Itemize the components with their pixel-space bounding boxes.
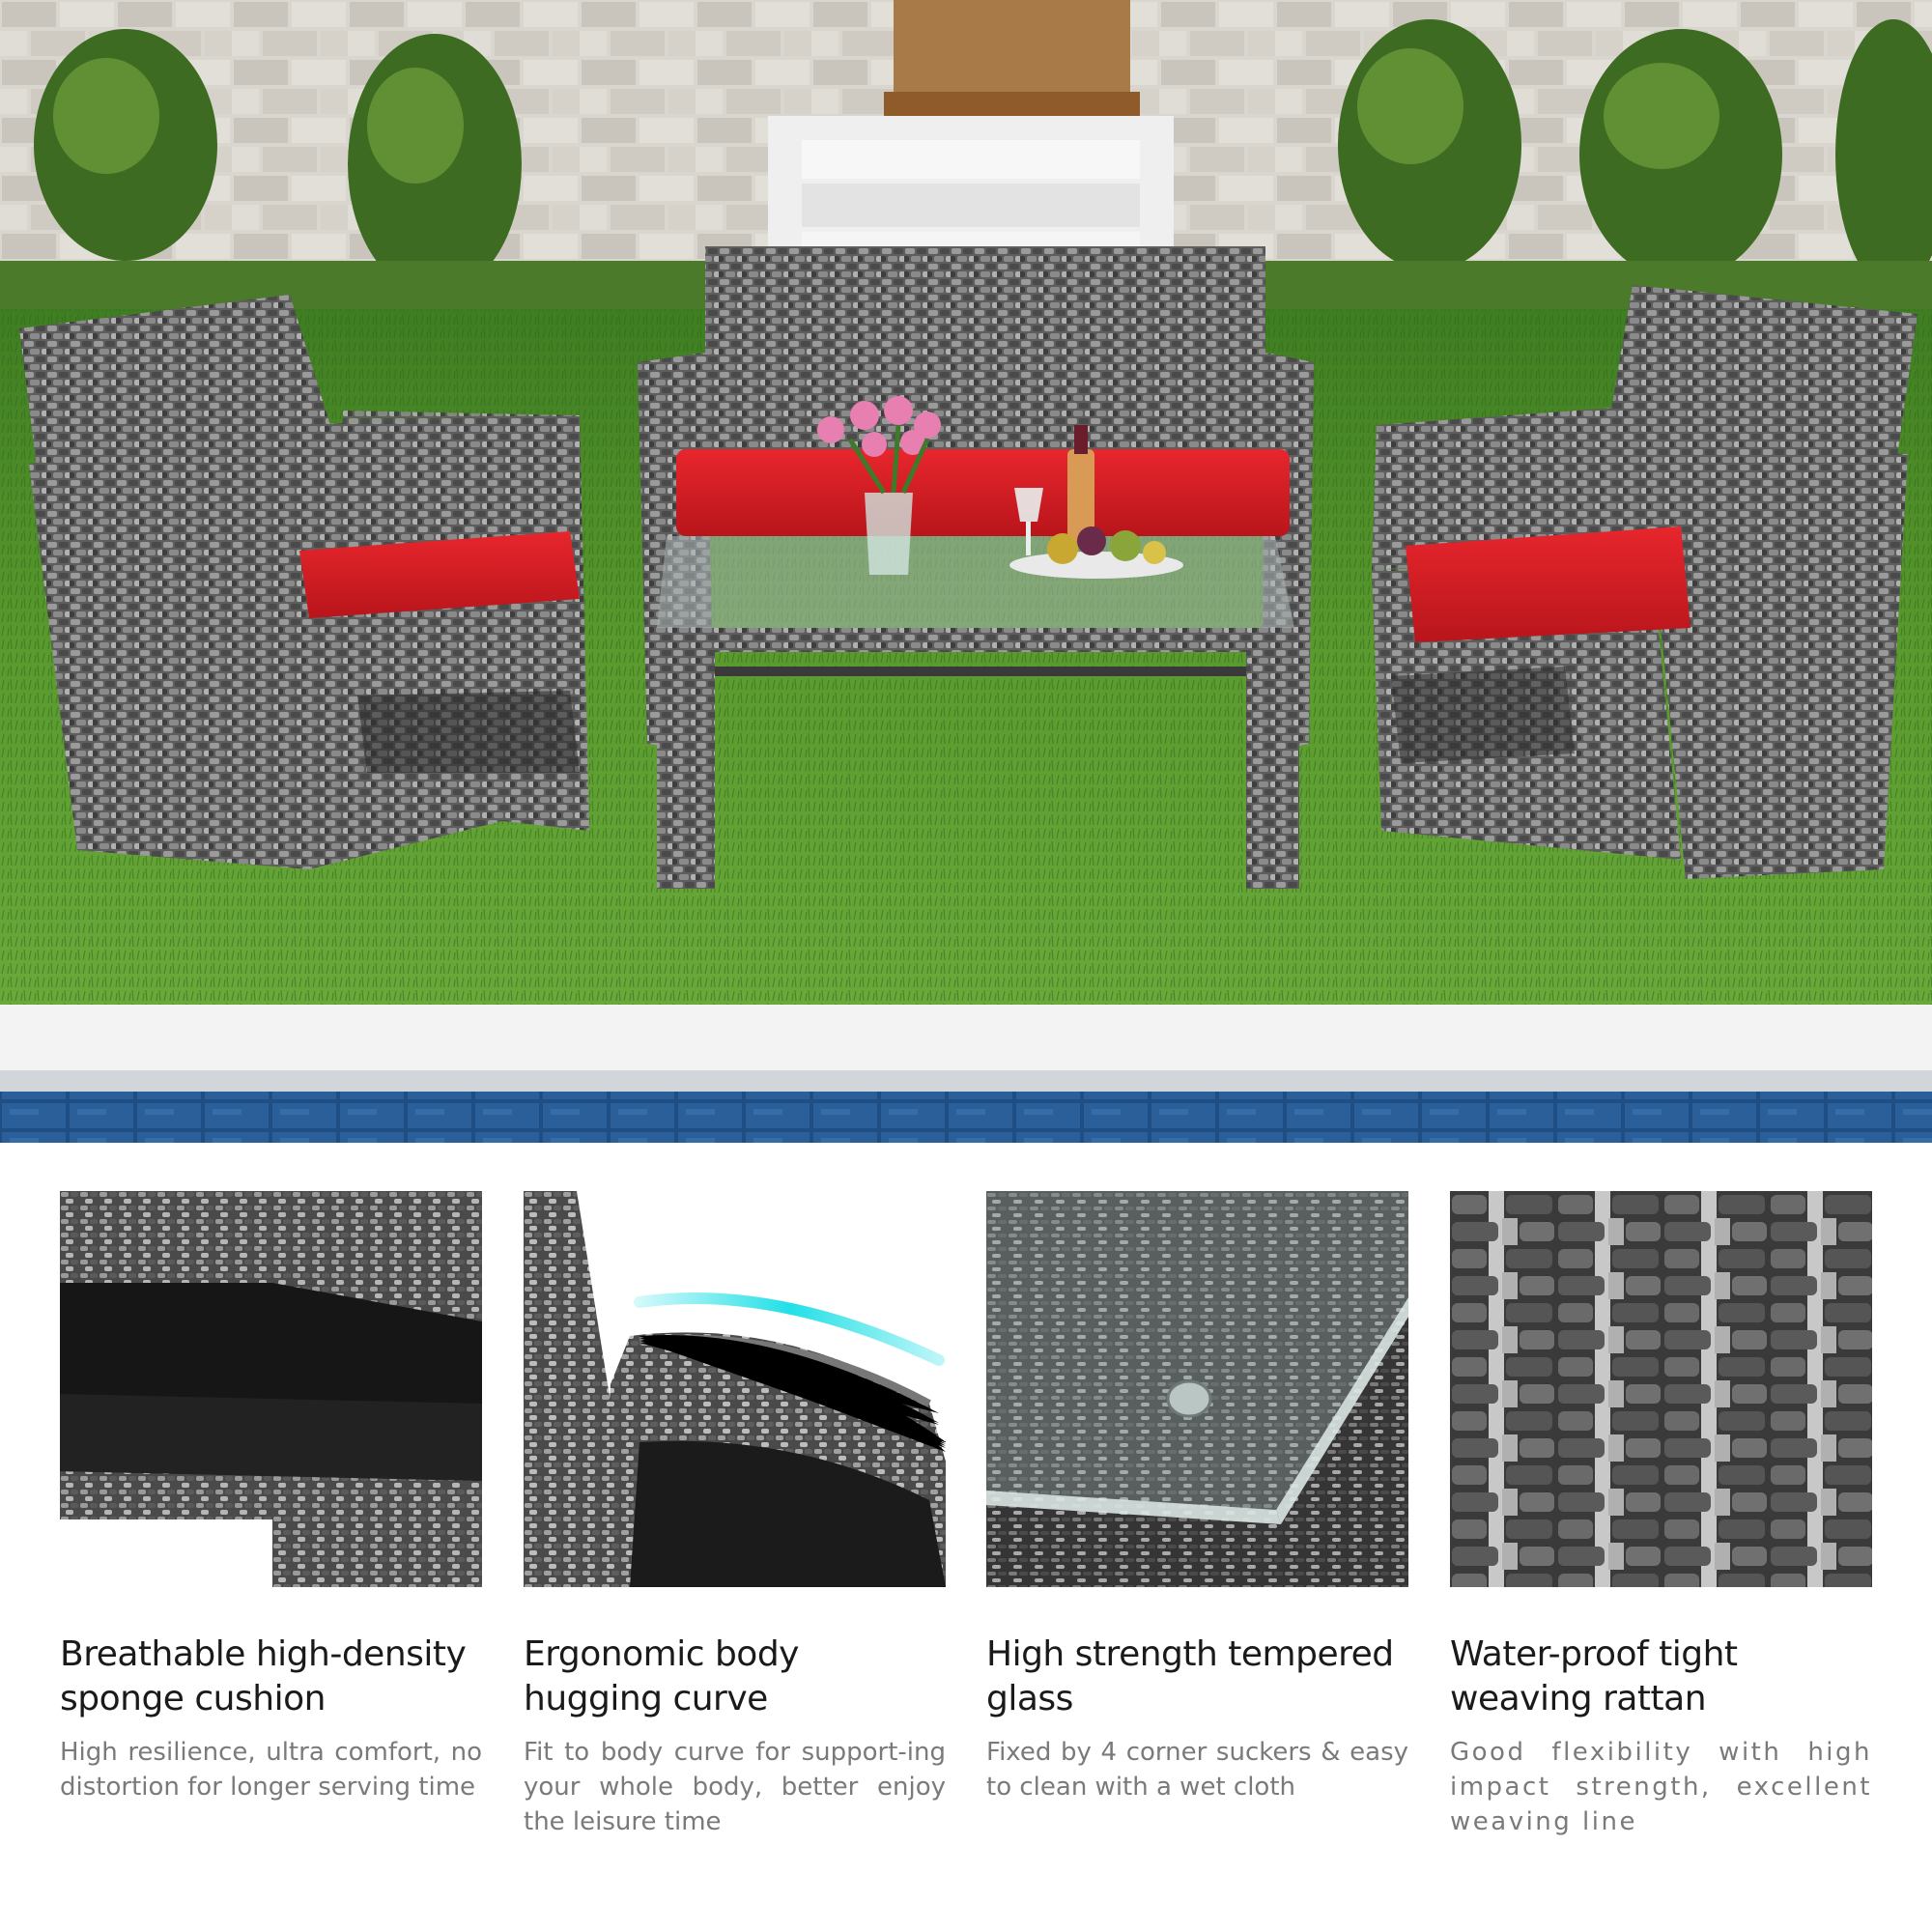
feature-image-glass [986,1191,1408,1587]
feature-title-glass: High strength tempered glass [986,1634,1394,1718]
feature-title-cushion: Breathable high-density sponge cushion [60,1634,467,1718]
feature-desc-curve: Fit to body curve for support-ing your whole body, better enjoy the leisure time [524,1738,946,1836]
feature-image-weave [1450,1191,1872,1587]
feature-desc-weave: Good flexibility with high impact strength, excellent weaving line [1450,1738,1872,1836]
feature-title-weave: Water-proof tight weaving rattan [1450,1634,1738,1718]
feature-image-curve [524,1191,946,1587]
feature-image-cushion [60,1191,482,1587]
feature-desc-glass: Fixed by 4 corner suckers & easy to clean with a wet cloth [986,1738,1408,1802]
feature-title-curve: Ergonomic body hugging curve [524,1634,799,1718]
feature-desc-cushion: High resilience, ultra comfort, no distortion for longer serving time [60,1738,482,1802]
